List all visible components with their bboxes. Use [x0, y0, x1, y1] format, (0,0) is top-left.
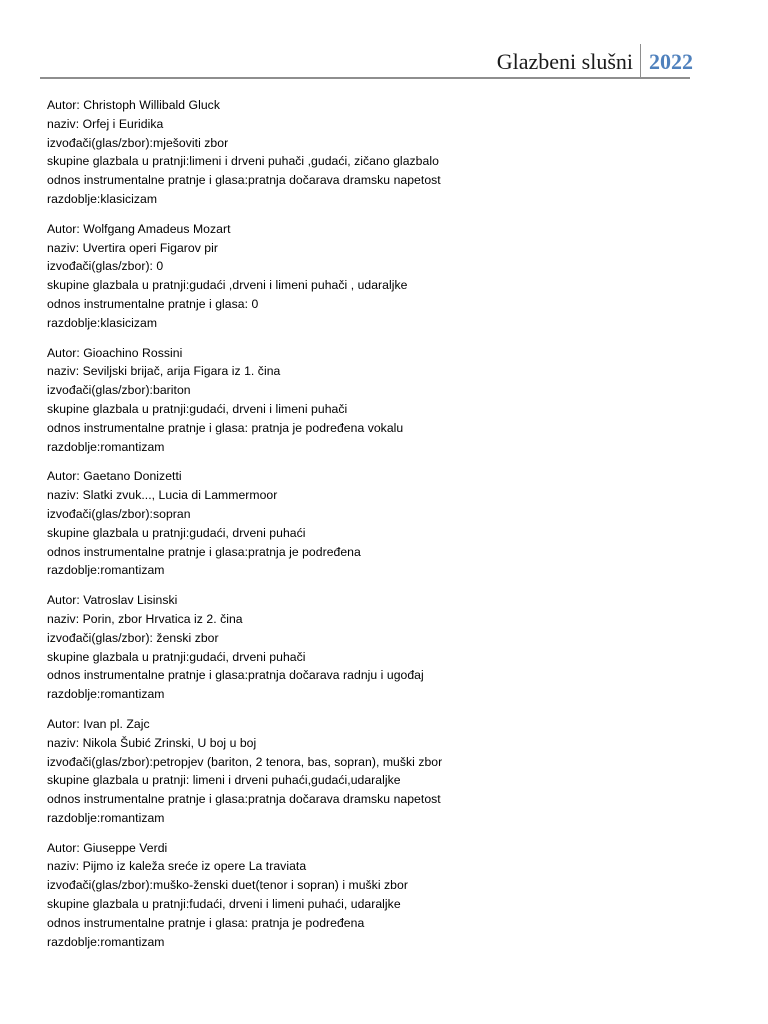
- entry-naziv: naziv: Nikola Šubić Zrinski, U boj u boj: [47, 735, 257, 750]
- entry-izvodaci: izvođači(glas/zbor):bariton: [47, 383, 191, 398]
- entry-naziv: naziv: Seviljski brijač, arija Figara iz 1. čina: [47, 364, 281, 379]
- entry-razdoblje: razdoblje:romantizam: [47, 563, 165, 578]
- entry-autor: Autor: Wolfgang Amadeus Mozart: [47, 221, 231, 236]
- entry-izvodaci: izvođači(glas/zbor): 0: [47, 259, 164, 274]
- entry-izvodaci: izvođači(glas/zbor): ženski zbor: [47, 630, 219, 645]
- entry-odnos: odnos instrumentalne pratnje i glasa:pratnja dočarava radnju i ugođaj: [47, 668, 424, 683]
- entry-skupine: skupine glazbala u pratnji:gudaći, drveni puhaći: [47, 525, 306, 540]
- entry-autor: Autor: Ivan pl. Zajc: [47, 716, 150, 731]
- entry-autor: Autor: Gioachino Rossini: [47, 345, 183, 360]
- entry-naziv: naziv: Orfej i Euridika: [47, 116, 164, 131]
- entry-odnos: odnos instrumentalne pratnje i glasa:pratnja je podređena: [47, 544, 361, 559]
- entry-naziv: naziv: Pijmo iz kaleža sreće iz opere La traviata: [47, 859, 307, 874]
- entry-razdoblje: razdoblje:klasicizam: [47, 315, 158, 330]
- entry-donizetti: [47, 467, 727, 580]
- page-header: [497, 44, 693, 80]
- entry-odnos: odnos instrumentalne pratnje i glasa:pratnja dočarava dramsku napetost: [47, 173, 441, 188]
- entry-naziv: naziv: Slatki zvuk..., Lucia di Lammermoor: [47, 488, 278, 503]
- entry-razdoblje: razdoblje:klasicizam: [47, 191, 158, 206]
- entry-skupine: skupine glazbala u pratnji:fudaći, drveni i limeni puhaći, udaraljke: [47, 897, 401, 912]
- entry-autor: Autor: Giuseppe Verdi: [47, 840, 168, 855]
- entry-autor: Autor: Christoph Willibald Gluck: [47, 98, 220, 112]
- entry-skupine: skupine glazbala u pratnji:limeni i drveni puhači ,gudaći, zičano glazbalo: [47, 154, 439, 169]
- entry-odnos: odnos instrumentalne pratnje i glasa: pratnja je podređena vokalu: [47, 420, 404, 435]
- document-body: [47, 96, 727, 962]
- entry-odnos: odnos instrumentalne pratnje i glasa: pratnja je podređena: [47, 915, 365, 930]
- entry-verdi: [47, 839, 727, 952]
- entry-skupine: skupine glazbala u pratnji:gudaći ,drveni i limeni puhači , udaraljke: [47, 278, 408, 293]
- entry-autor: Autor: Gaetano Donizetti: [47, 469, 182, 484]
- entry-razdoblje: razdoblje:romantizam: [47, 934, 165, 949]
- entry-izvodaci: izvođači(glas/zbor):muško-ženski duet(tenor i sopran) i muški zbor: [47, 878, 408, 893]
- document-title: Glazbeni slušni: [496, 49, 633, 74]
- entry-naziv: naziv: Porin, zbor Hrvatica iz 2. čina: [47, 611, 243, 626]
- entry-odnos: odnos instrumentalne pratnje i glasa:pratnja dočarava dramsku napetost: [47, 792, 441, 807]
- entry-odnos: odnos instrumentalne pratnje i glasa: 0: [47, 296, 259, 311]
- entry-gluck: [47, 96, 727, 209]
- entry-lisinski: [47, 591, 727, 704]
- entry-razdoblje: razdoblje:romantizam: [47, 810, 165, 825]
- entry-skupine: skupine glazbala u pratnji:gudaći, drveni puhači: [47, 649, 306, 664]
- entry-razdoblje: razdoblje:romantizam: [47, 439, 165, 454]
- header-rule: [40, 77, 690, 79]
- document-year: 2022: [649, 49, 693, 74]
- entry-razdoblje: razdoblje:romantizam: [47, 687, 165, 702]
- entry-izvodaci: izvođači(glas/zbor):petropjev (bariton, 2 tenora, bas, sopran), muški zbor: [47, 754, 443, 769]
- entry-skupine: skupine glazbala u pratnji:gudaći, drveni i limeni puhači: [47, 401, 348, 416]
- entry-naziv: naziv: Uvertira operi Figarov pir: [47, 240, 218, 255]
- entry-mozart: [47, 220, 727, 333]
- entry-skupine: skupine glazbala u pratnji: limeni i drveni puhaći,gudaći,udaraljke: [47, 773, 401, 788]
- entry-zajc: [47, 715, 727, 828]
- entry-rossini: [47, 344, 727, 457]
- entry-izvodaci: izvođači(glas/zbor):sopran: [47, 506, 191, 521]
- entry-autor: Autor: Vatroslav Lisinski: [47, 593, 178, 608]
- entry-izvodaci: izvođači(glas/zbor):mješoviti zbor: [47, 135, 229, 150]
